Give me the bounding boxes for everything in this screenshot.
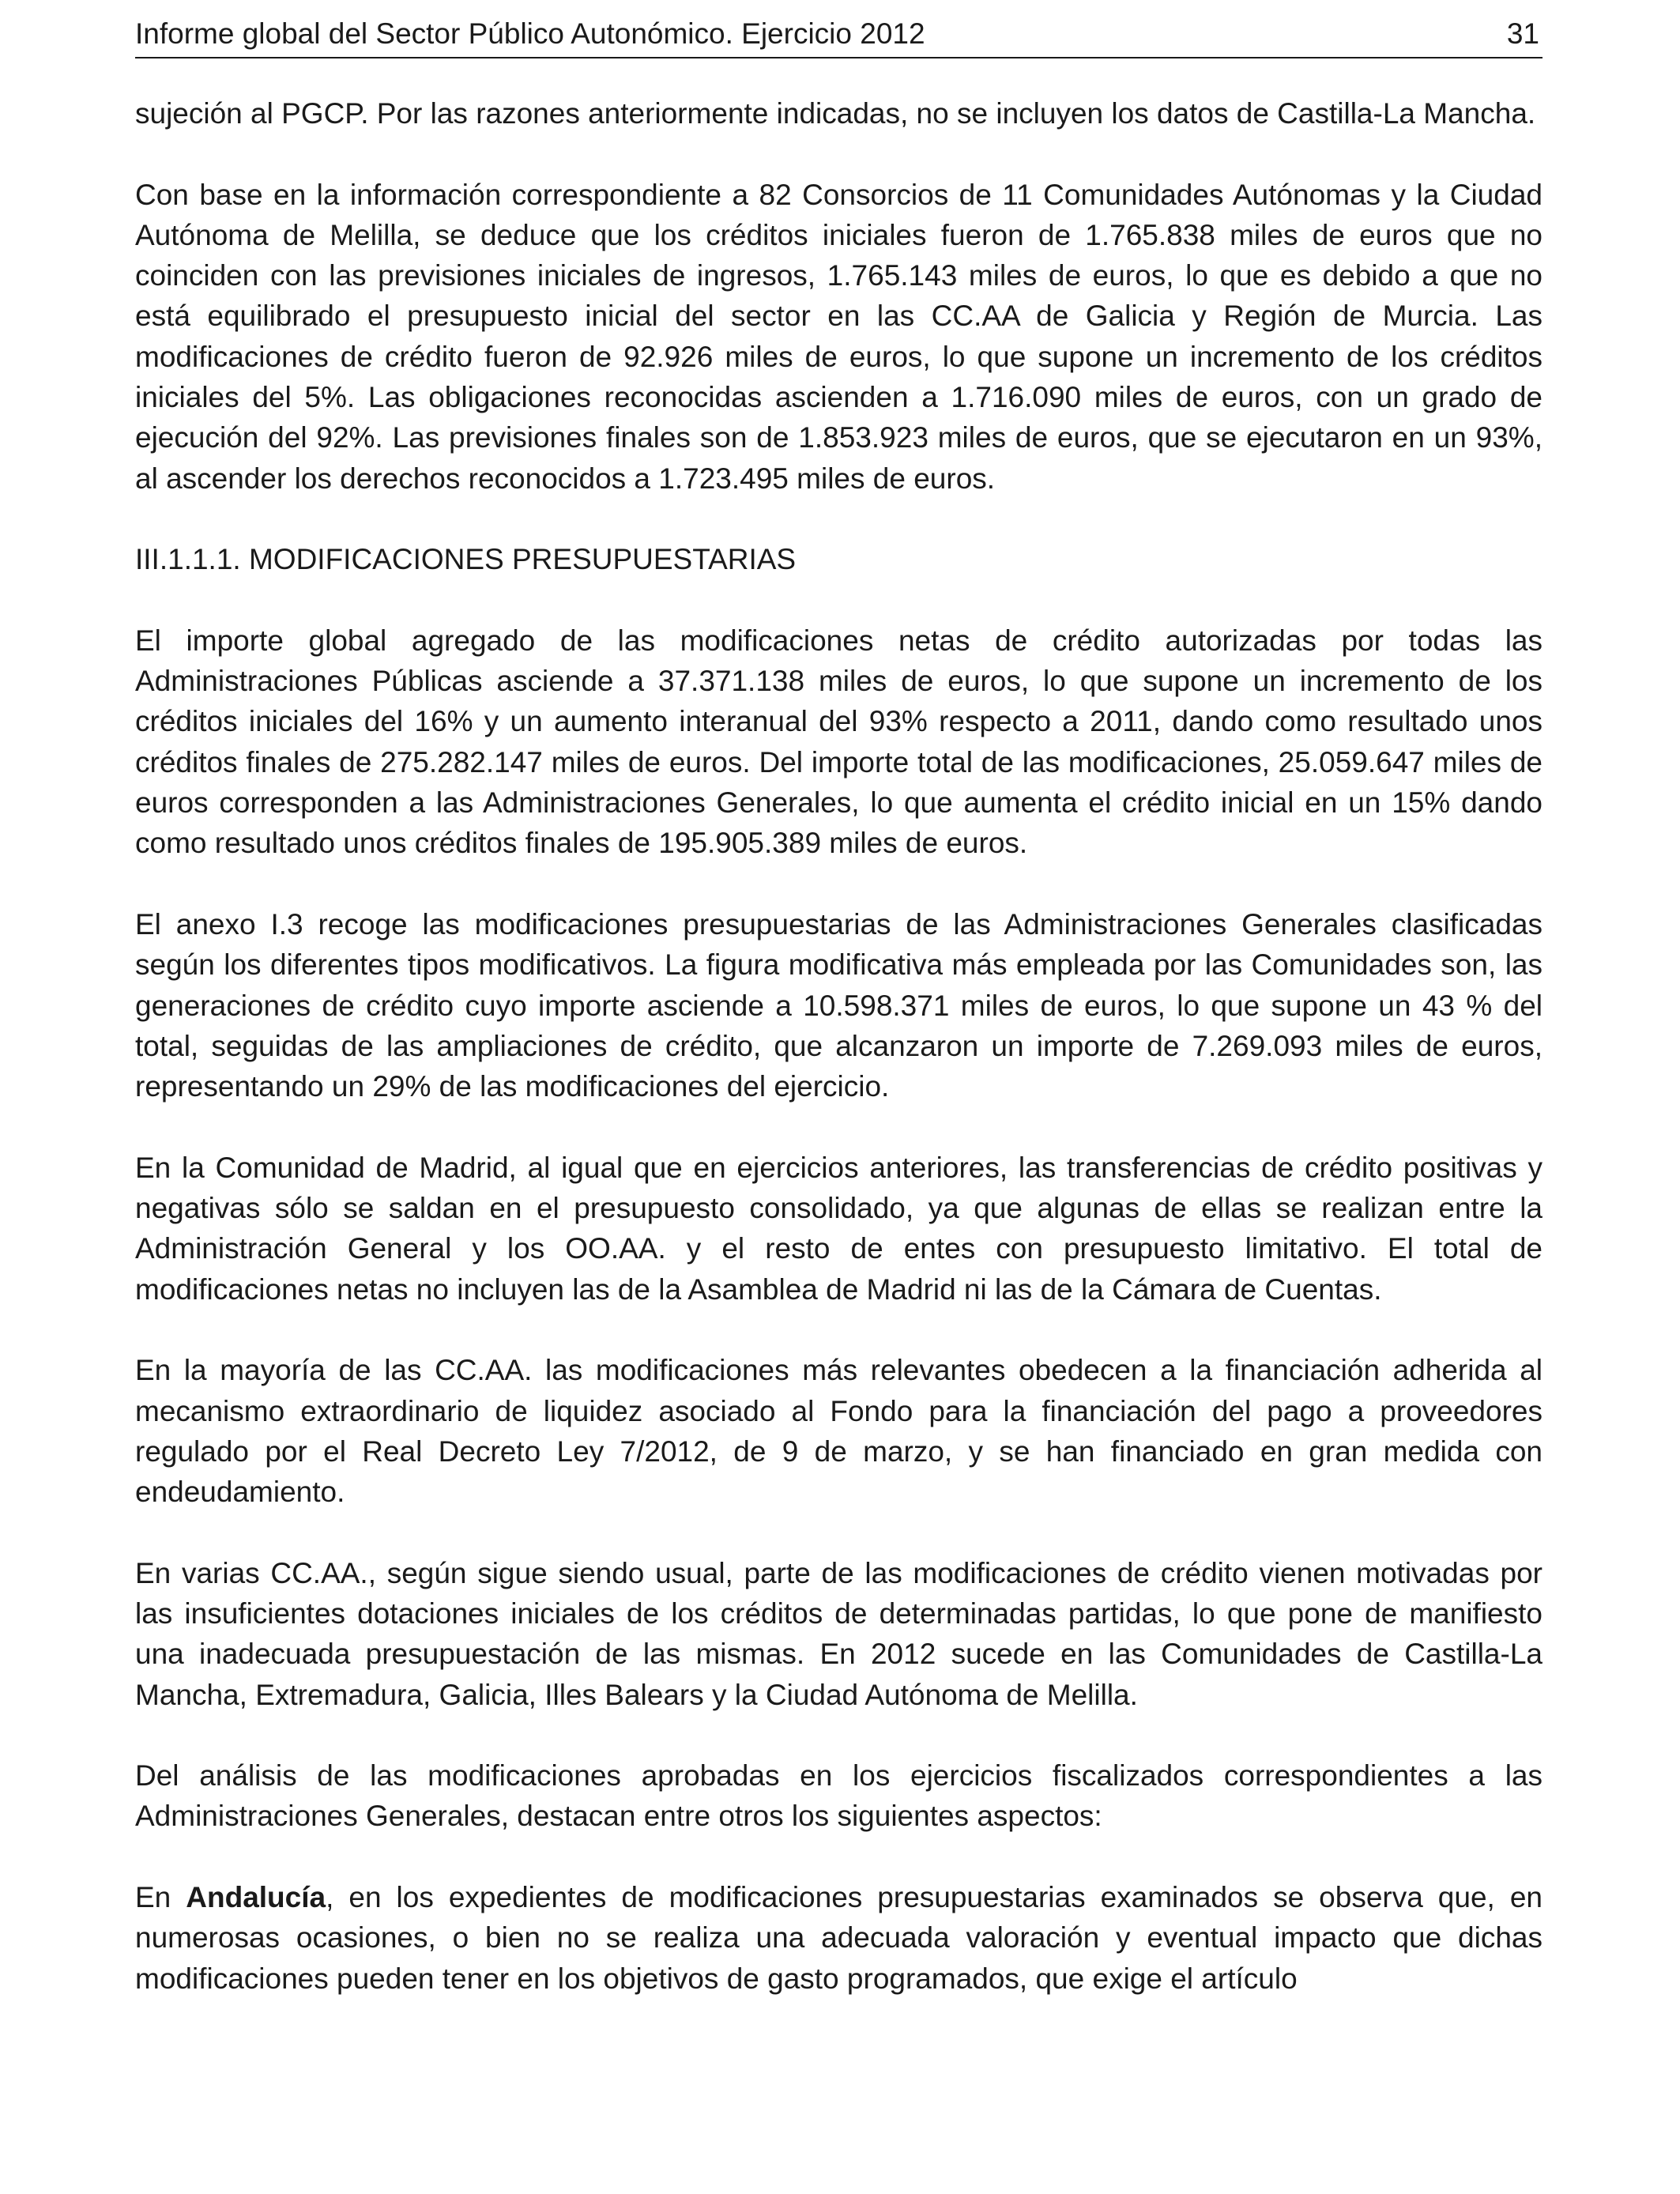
document-page <box>135 0 1543 2194</box>
region-name-bold: Andalucía <box>186 1881 326 1914</box>
header-title: Informe global del Sector Público Autonómico. Ejercicio 2012 <box>135 17 925 50</box>
paragraph: El importe global agregado de las modificaciones netas de crédito autorizadas por todas las Administraciones Públicas asciende a 37.371.138 miles de euros, lo que supone un incremento de los créditos iniciales del 16% y un aumento interanual del 93% respecto a 2011, dando como resultado unos créditos finales de 275.282.147 miles de euros. Del importe total de las modificaciones, 25.059.647 miles de euros corresponden a las Administraciones Generales, lo que aumenta el crédito inicial en un 15% dando como resultado unos créditos finales de 195.905.389 miles de euros. <box>135 624 1543 860</box>
paragraph: Del análisis de las modificaciones aprobadas en los ejercicios fiscalizados correspondientes a las Administraciones Generales, destacan entre otros los siguientes aspectos: <box>135 1759 1543 1833</box>
paragraph-rest: , en los expedientes de modificaciones presupuestarias examinados se observa que, en numerosas ocasiones, o bien no se realiza una adecuada valoración y eventual impacto que dichas modificaciones pueden tener en los objetivos de gasto programados, que exige el artículo <box>135 1881 1543 1995</box>
page-header <box>135 11 1543 58</box>
page-number: 31 <box>1506 17 1539 50</box>
paragraph: sujeción al PGCP. Por las razones anteriormente indicadas, no se incluyen los datos de Castilla-La Mancha. <box>135 97 1536 130</box>
paragraph-andalucia <box>135 1877 1543 1999</box>
paragraph: En la mayoría de las CC.AA. las modificaciones más relevantes obedecen a la financiación adherida al mecanismo extraordinario de liquidez asociado al Fondo para la financiación del pago a proveedores regulado por el Real Decreto Ley 7/2012, de 9 de marzo, y se han financiado en gran medida con endeudamiento. <box>135 1354 1543 1509</box>
document-body <box>135 93 1543 2039</box>
paragraph: Con base en la información correspondiente a 82 Consorcios de 11 Comunidades Autónomas y la Ciudad Autónoma de Melilla, se deduce que los créditos iniciales fueron de 1.765.838 miles de euros que no coinciden con las previsiones iniciales de ingresos, 1.765.143 miles de euros, lo que es debido a que no está equilibrado el presupuesto inicial del sector en las CC.AA de Galicia y Región de Murcia. Las modificaciones de crédito fueron de 92.926 miles de euros, lo que supone un incremento de los créditos iniciales del 5%. Las obligaciones reconocidas ascienden a 1.716.090 miles de euros, con un grado de ejecución del 92%. Las previsiones finales son de 1.853.923 miles de euros, que se ejecutaron en un 93%, al ascender los derechos reconocidos a 1.723.495 miles de euros. <box>135 178 1543 495</box>
paragraph: En varias CC.AA., según sigue siendo usual, parte de las modificaciones de crédito vienen motivadas por las insuficientes dotaciones iniciales de los créditos de determinadas partidas, lo que pone de manifiesto una inadecuada presupuestación de las mismas. En 2012 sucede en las Comunidades de Castilla-La Mancha, Extremadura, Galicia, Illes Balears y la Ciudad Autónoma de Melilla. <box>135 1556 1543 1711</box>
section-heading: III.1.1.1. MODIFICACIONES PRESUPUESTARIAS <box>135 543 797 576</box>
paragraph-prefix: En <box>135 1881 186 1914</box>
paragraph: En la Comunidad de Madrid, al igual que en ejercicios anteriores, las transferencias de crédito positivas y negativas sólo se saldan en el presupuesto consolidado, ya que algunas de ellas se realizan entre la Administración General y los OO.AA. y el resto de entes con presupuesto limitativo. El total de modificaciones netas no incluyen las de la Asamblea de Madrid ni las de la Cámara de Cuentas. <box>135 1151 1543 1306</box>
paragraph: El anexo I.3 recoge las modificaciones presupuestarias de las Administraciones Generales clasificadas según los diferentes tipos modificativos. La figura modificativa más empleada por las Comunidades son, las generaciones de crédito cuyo importe asciende a 10.598.371 miles de euros, lo que supone un 43 % del total, seguidas de las ampliaciones de crédito, que alcanzaron un importe de 7.269.093 miles de euros, representando un 29% de las modificaciones del ejercicio. <box>135 907 1543 1103</box>
